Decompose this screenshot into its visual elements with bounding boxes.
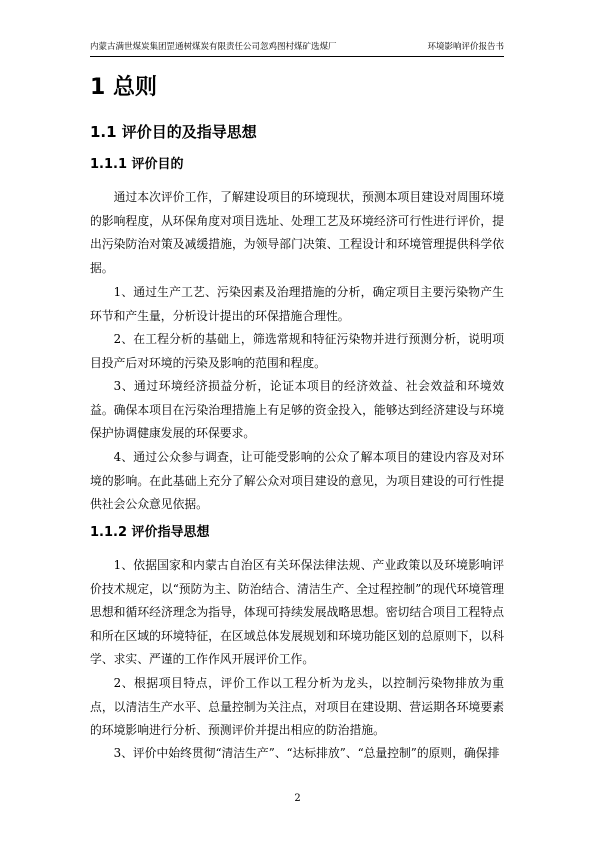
subsection-title-guiding-ideas: 1.1.2 评价指导思想 xyxy=(90,525,210,540)
paragraph: 通过本次评价工作，了解建设项目的环境现状，预测本项目建设对周围环境的影响程度，从环保角度对项目选址、处理工艺及环境经济可行性进行评价，提出污染防治对策及减缓措施，为领导部门决策、工程设计和环境管理提供科学依据。 xyxy=(90,190,504,275)
page-number: 2 xyxy=(294,793,301,804)
subsection-title-purpose: 1.1.1 评价目的 xyxy=(90,157,184,172)
paragraph: 3、评价中始终贯彻“清洁生产”、“达标排放”、“总量控制”的原则，确保排 xyxy=(113,746,500,760)
paragraph: 2、根据项目特点，评价工作以工程分析为龙头，以控制污染物排放为重点，以清洁生产水平、总量控制为关注点，对项目在建设期、营运期各环境要素的环境影响进行分析、预测评价并提出相应的防治措施。 xyxy=(90,676,504,737)
paragraph: 1、通过生产工艺、污染因素及治理措施的分析，确定项目主要污染物产生环节和产生量，分析设计提出的环保措施合理性。 xyxy=(90,285,504,323)
page-header xyxy=(90,40,504,57)
paragraph: 4、通过公众参与调查，让可能受影响的公众了解本项目的建设内容及对环境的影响。在此基础上充分了解公众对项目建设的意见，为项目建设的可行性提供社会公众意见依据。 xyxy=(90,450,504,511)
paragraph: 2、在工程分析的基础上，筛选常规和特征污染物并进行预测分析，说明项目投产后对环境的污染及影响的范围和程度。 xyxy=(90,332,504,370)
header-report-type: 环境影响评价报告书 xyxy=(427,42,504,52)
paragraph: 3、通过环境经济损益分析，论证本项目的经济效益、社会效益和环境效益。确保本项目在污染治理措施上有足够的资金投入，能够达到经济建设与环境保护协调健康发展的环保要求。 xyxy=(90,379,504,440)
chapter-title: 1 总则 xyxy=(90,75,157,100)
paragraph: 1、依据国家和内蒙古自治区有关环保法律法规、产业政策以及环境影响评价技术规定，以“预防为主、防治结合、清洁生产、全过程控制”的现代环境管理思想和循环经济理念为指导，体现可持续发展战略思想。密切结合项目工程特点和所在区域的环境特征，在区域总体发展规划和环境功能区划的总原则下，以科学、求实、严谨的工作作风开展评价工作。 xyxy=(90,558,504,666)
header-company: 内蒙古满世煤炭集团罡通树煤炭有限责任公司忽鸡图村煤矿选煤厂 xyxy=(90,42,337,52)
section-title: 1.1 评价目的及指导思想 xyxy=(90,123,257,141)
